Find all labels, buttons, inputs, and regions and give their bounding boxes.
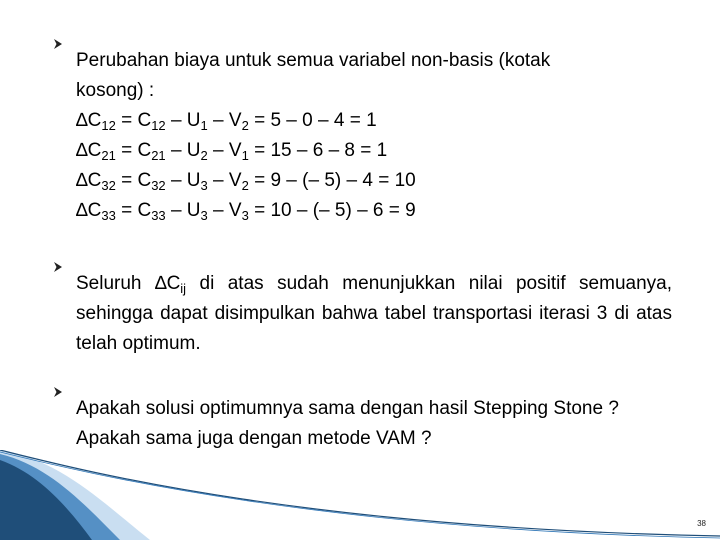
arrow-bullet-icon <box>52 261 64 273</box>
bullet-item-cost-changes <box>76 46 672 226</box>
bullet-item-conclusion: Seluruh $\Delta C_{ij}$ di atas sudah menunjukkan nilai positif semuanya, sehingga dapat disimpulkan bahwa tabel transportasi iterasi 3 di atas telah optimum. <box>76 273 672 354</box>
page-number: 38 <box>697 519 706 528</box>
equation-line: $\Delta C_{33} = C_{33} - U_3 - V_3 = 10$ – (– 5) – 6 = 9 <box>76 200 416 223</box>
arrow-bullet-icon <box>52 38 64 50</box>
arrow-bullet-icon <box>52 386 64 398</box>
intro-text-line-1: Perubahan biaya untuk semua variabel non-basis (kotak <box>76 50 551 71</box>
wave-corner-decoration <box>0 450 720 540</box>
equation-line: $\Delta C_{21} = C_{21} - U_2 - V_1 = 15 - 6 - 8 = 1$ <box>76 140 388 163</box>
equation-line: $\Delta C_{12} = C_{12} - U_1 - V_2 = 5 - 0 - 4 = 1$ <box>76 110 377 133</box>
equation-line: $\Delta C_{32} = C_{32} - U_3 - V_2 = 9$ – (– 5) – 4 = 10 <box>76 170 416 193</box>
intro-text-line-2: kosong) : <box>76 80 155 101</box>
bullet-item-question: Apakah solusi optimumnya sama dengan hasil Stepping Stone ? Apakah sama juga dengan metode VAM ? <box>76 398 619 449</box>
